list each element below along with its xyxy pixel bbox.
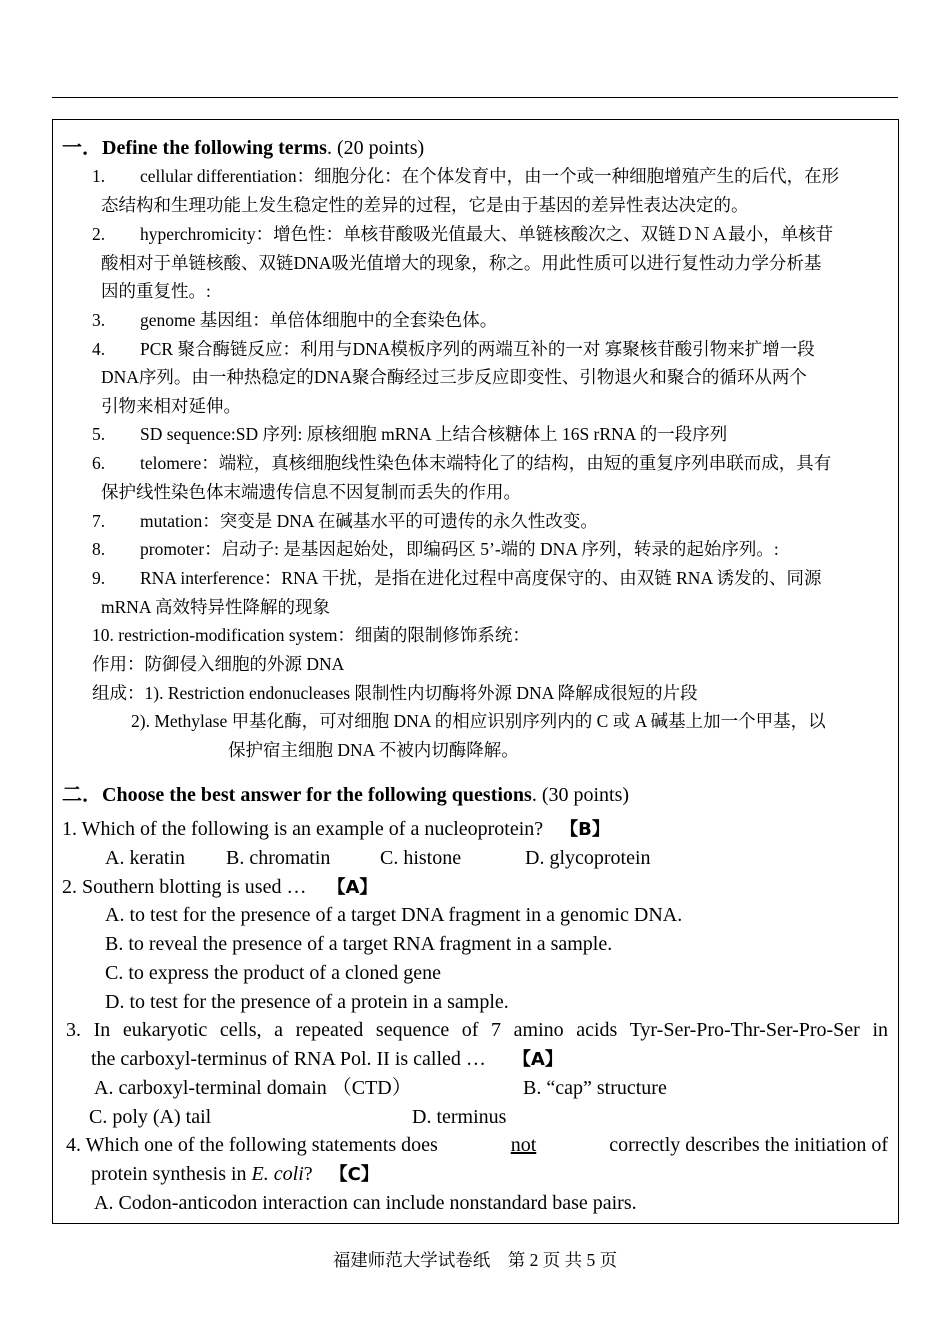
section2-title: Choose the best answer for the following questions bbox=[102, 784, 532, 806]
option: B. chromatin bbox=[226, 847, 331, 869]
section1-prefix: 一． bbox=[62, 137, 102, 159]
definition-line: 酸相对于单链核酸、双链DNA吸光值增大的现象，称之。用此性质可以进行复性动力学分析基 bbox=[101, 253, 822, 273]
definition-line: PCR 聚合酶链反应：利用与DNA模板序列的两端互补的一对 寡聚核苷酸引物来扩增一段 bbox=[140, 339, 815, 359]
option: A. Codon-anticodon interaction can include nonstandard base pairs. bbox=[94, 1192, 637, 1214]
definition-line: 态结构和生理功能上发生稳定性的差异的过程，它是由于基因的差异性表达决定的。 bbox=[101, 195, 749, 215]
option: A. carboxyl-terminal domain （CTD） bbox=[94, 1077, 412, 1099]
question-mark: ? bbox=[303, 1163, 313, 1185]
section1-title: Define the following terms bbox=[102, 137, 327, 159]
option: B. to reveal the presence of a target RNA fragment in a sample. bbox=[105, 933, 613, 955]
definition-line: 作用：防御侵入细胞的外源 DNA bbox=[92, 654, 345, 674]
definition-line: 2). Methylase 甲基化酶，可对细胞 DNA 的相应识别序列内的 C 或 A 碱基上加一个甲基，以 bbox=[131, 711, 826, 731]
species-name: E. coli bbox=[251, 1163, 304, 1185]
page-footer: 福建师范大学试卷纸 第 2 页 共 5 页 bbox=[332, 1250, 618, 1270]
answer-mark: 【A】 bbox=[512, 1049, 563, 1070]
section2-prefix: 二． bbox=[62, 784, 102, 806]
option: D. to test for the presence of a protein in a sample. bbox=[105, 991, 509, 1013]
question-3-line1: 3. In eukaryotic cells, a repeated sequence of 7 amino acids Tyr-Ser-Pro-Thr-Ser-Pro-Ser in bbox=[66, 1019, 888, 1041]
definition-line: genome 基因组：单倍体细胞中的全套染色体。 bbox=[140, 310, 498, 330]
option: A. to test for the presence of a target DNA fragment in a genomic DNA. bbox=[105, 904, 683, 926]
definition-line: promoter：启动子: 是基因起始处，即编码区 5’-端的 DNA 序列，转录的起始序列。: bbox=[140, 539, 779, 559]
section2-points: . (30 points) bbox=[531, 784, 630, 806]
definition-number: 6. bbox=[92, 453, 106, 473]
definition-line: SD sequence:SD 序列: 原核细胞 mRNA 上结合核糖体上 16S rRNA 的一段序列 bbox=[140, 424, 728, 444]
option: A. keratin bbox=[105, 847, 185, 869]
definition-number: 8. bbox=[92, 539, 106, 559]
definition-line: 保护线性染色体末端遗传信息不因复制而丢失的作用。 bbox=[101, 482, 521, 502]
definition-line: mRNA 高效特异性降解的现象 bbox=[101, 597, 330, 617]
definition-number: 9. bbox=[92, 568, 106, 588]
definition-line: 组成：1). Restriction endonucleases 限制性内切酶将外源 DNA 降解成很短的片段 bbox=[92, 683, 698, 703]
answer-mark: 【B】 bbox=[560, 819, 610, 840]
definition-line: 10. restriction-modification system：细菌的限制修饰系统： bbox=[92, 625, 530, 645]
definition-line: mutation：突变是 DNA 在碱基水平的可遗传的永久性改变。 bbox=[140, 511, 598, 531]
question-stem: 2. Southern blotting is used … bbox=[62, 876, 307, 898]
definition-number: 5. bbox=[92, 424, 106, 444]
definition-line: hyperchromicity：增色性：单核苷酸吸光值最大、单链核酸次之、双链ＤＮＡ最小，单核苷 bbox=[140, 224, 834, 244]
definition-line: 引物来相对延伸。 bbox=[101, 396, 241, 416]
definition-number: 7. bbox=[92, 511, 106, 531]
option: C. to express the product of a cloned gene bbox=[105, 962, 442, 984]
definition-number: 1. bbox=[92, 166, 106, 186]
option: C. poly (A) tail bbox=[89, 1106, 212, 1128]
question-1 bbox=[62, 819, 610, 839]
header-rule bbox=[52, 97, 898, 98]
section2-heading bbox=[62, 785, 629, 805]
question-stem: the carboxyl-terminus of RNA Pol. II is called … bbox=[91, 1048, 486, 1070]
answer-mark: 【A】 bbox=[327, 877, 378, 898]
answer-mark: 【C】 bbox=[329, 1164, 379, 1185]
definition-number: 3. bbox=[92, 310, 106, 330]
emphasis-not: not bbox=[510, 1134, 537, 1156]
definition-line: cellular differentiation：细胞分化：在个体发育中，由一个或一种细胞增殖产生的后代，在形 bbox=[140, 166, 840, 186]
section1-heading bbox=[62, 138, 424, 158]
question-4-line2 bbox=[91, 1164, 379, 1184]
question-stem: 1. Which of the following is an example of a nucleoprotein? bbox=[62, 818, 544, 840]
option: B. “cap” structure bbox=[523, 1077, 667, 1099]
option: D. glycoprotein bbox=[525, 847, 651, 869]
definition-line: telomere：端粒，真核细胞线性染色体末端特化了的结构，由短的重复序列串联而成，具有 bbox=[140, 453, 832, 473]
question-3-line2 bbox=[91, 1049, 563, 1069]
definition-line: DNA序列。由一种热稳定的DNA聚合酶经过三步反应即变性、引物退火和聚合的循环从两个 bbox=[101, 367, 807, 387]
section1-points: . (20 points) bbox=[326, 137, 425, 159]
definition-line: RNA interference：RNA 干扰，是指在进化过程中高度保守的、由双链 RNA 诱发的、同源 bbox=[140, 568, 822, 588]
question-stem: 4. Which one of the following statements does bbox=[66, 1134, 438, 1156]
definition-line: 因的重复性。: bbox=[101, 281, 211, 301]
definition-line: 保护宿主细胞 DNA 不被内切酶降解。 bbox=[228, 740, 519, 760]
definition-number: 2. bbox=[92, 224, 106, 244]
option: C. histone bbox=[380, 847, 462, 869]
question-stem: protein synthesis in bbox=[91, 1163, 247, 1185]
definition-number: 4. bbox=[92, 339, 106, 359]
question-stem: correctly describes the initiation of bbox=[609, 1134, 888, 1156]
question-4-line1 bbox=[66, 1135, 888, 1155]
question-2 bbox=[62, 877, 377, 897]
option: D. terminus bbox=[412, 1106, 507, 1128]
